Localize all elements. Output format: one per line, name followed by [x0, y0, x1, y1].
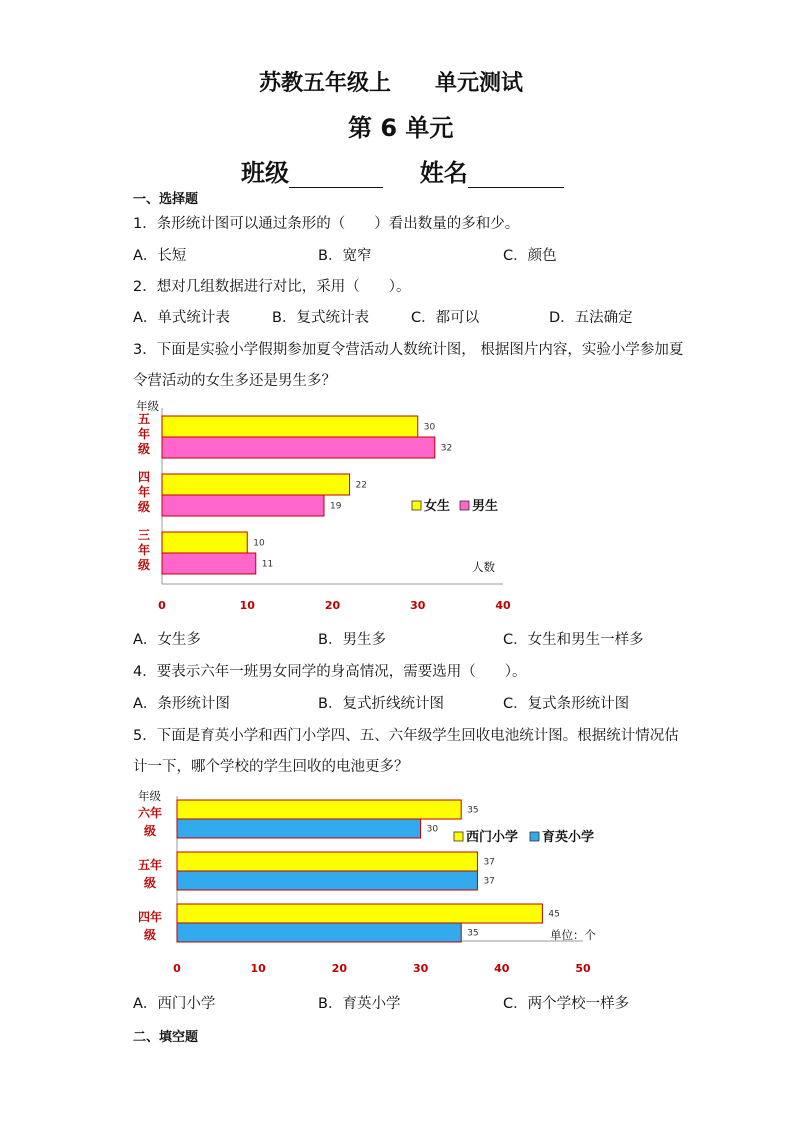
- chart2-legend-label-育英小学: 育英小学: [542, 830, 595, 845]
- chart1-x-tick-label: 0: [158, 599, 166, 612]
- chart1-x-tick-label: 40: [495, 599, 511, 612]
- chart2-legend-swatch-西门小学: [454, 832, 463, 841]
- chart2-category-label-line2: 级: [143, 876, 157, 890]
- q3-option-b[interactable]: B．男生多: [318, 632, 386, 648]
- q3-option-a[interactable]: A．女生多: [133, 632, 201, 648]
- chart2-y-axis-label: 年级: [138, 789, 161, 803]
- chart2-category-label-line2: 级: [143, 928, 157, 942]
- chart1-bar-男生-四年级: [162, 495, 324, 516]
- q5-option-c[interactable]: C．两个学校一样多: [503, 996, 630, 1012]
- chart2-category-label-line1: 五年: [137, 858, 163, 872]
- chart2-x-tick-label: 40: [494, 962, 510, 975]
- chart1-x-tick-label: 20: [324, 599, 341, 612]
- chart1-category-label-char: 三: [137, 528, 151, 542]
- q4-option-c[interactable]: C．复式条形统计图: [503, 696, 630, 712]
- chart2-category-label-line1: 六年: [137, 806, 163, 820]
- q1-option-a[interactable]: A．长短: [133, 248, 187, 264]
- chart1-x-axis-label: 人数: [472, 560, 495, 574]
- chart-battery-recycling: [130, 784, 620, 980]
- chart2-category-label-line1: 四年: [137, 910, 163, 924]
- chart2-bar-育英小学-四年级: [177, 923, 461, 942]
- chart1-bar-男生-五年级: [162, 437, 435, 458]
- q5-option-b[interactable]: B．育英小学: [318, 996, 401, 1012]
- q1-option-b[interactable]: B．宽窄: [318, 248, 372, 264]
- q5-option-a[interactable]: A．西门小学: [133, 996, 216, 1012]
- q2-option-c[interactable]: C．都可以: [411, 310, 480, 326]
- chart1-legend-label-男生: 男生: [472, 499, 499, 514]
- chart1-data-label: 22: [355, 480, 368, 491]
- question-2: 2．想对几组数据进行对比，采用（ ）。: [133, 279, 411, 295]
- chart1-data-label: 11: [261, 559, 274, 570]
- chart2-bar-育英小学-六年级: [177, 819, 421, 838]
- chart1-data-label: 10: [253, 538, 265, 549]
- q2-option-d[interactable]: D．五法确定: [549, 310, 633, 326]
- chart1-bar-女生-三年级: [162, 532, 247, 553]
- chart1-legend-label-女生: 女生: [424, 499, 451, 514]
- chart2-bar-西门小学-四年级: [177, 904, 542, 923]
- q2-option-a[interactable]: A．单式统计表: [133, 310, 230, 326]
- class-name-line: [241, 153, 564, 188]
- q4-option-a[interactable]: A．条形统计图: [133, 696, 230, 712]
- chart1-legend-swatch-女生: [412, 501, 421, 510]
- q3-option-c[interactable]: C．女生和男生一样多: [503, 632, 644, 648]
- class-blank[interactable]: [289, 167, 383, 188]
- chart1-y-axis-label: 年级: [136, 399, 159, 413]
- chart1-category-label-char: 年: [137, 543, 151, 557]
- question-3-line1: 3．下面是实验小学假期参加夏令营活动人数统计图， 根据图片内容，实验小学参加夏: [133, 342, 684, 358]
- question-5-line1: 5．下面是育英小学和西门小学四、五、六年级学生回收电池统计图。根据统计情况估: [133, 728, 679, 744]
- chart2-x-tick-label: 0: [173, 962, 181, 975]
- name-blank[interactable]: [468, 167, 564, 188]
- chart2-legend-label-西门小学: 西门小学: [466, 830, 519, 845]
- chart1-data-label: 32: [440, 443, 453, 454]
- chart2-data-label: 37: [483, 857, 495, 868]
- chart1-category-label-char: 五: [137, 412, 151, 426]
- chart2-bar-育英小学-五年级: [177, 871, 477, 890]
- chart1-category-label-char: 级: [137, 558, 151, 572]
- question-3-line2: 令营活动的女生多还是男生多？: [133, 373, 336, 389]
- chart2-bar-西门小学-六年级: [177, 800, 461, 819]
- chart2-data-label: 35: [467, 805, 479, 816]
- question-5-line2: 计一下，哪个学校的学生回收的电池更多？: [133, 759, 409, 775]
- chart1-legend-swatch-男生: [460, 501, 469, 510]
- chart2-legend-swatch-育英小学: [530, 832, 539, 841]
- chart2-data-label: 37: [483, 876, 495, 887]
- q4-option-b[interactable]: B．复式折线统计图: [318, 696, 444, 712]
- chart2-x-tick-label: 20: [331, 962, 348, 975]
- chart-summer-camp: [130, 396, 530, 616]
- chart1-category-label-char: 四: [137, 470, 151, 484]
- page-title: 苏教五年级上 单元测试: [259, 71, 524, 96]
- chart2-x-tick-label: 30: [412, 962, 429, 975]
- chart1-bar-男生-三年级: [162, 553, 256, 574]
- chart1-category-label-char: 年: [137, 485, 151, 499]
- chart1-x-tick-label: 30: [410, 599, 426, 612]
- q1-option-c[interactable]: C．颜色: [503, 248, 557, 264]
- chart2-data-label: 35: [467, 928, 479, 939]
- chart2-x-tick-label: 50: [575, 962, 591, 975]
- chart2-x-tick-label: 10: [250, 962, 266, 975]
- class-label: 班级: [241, 159, 289, 187]
- q2-option-b[interactable]: B．复式统计表: [272, 310, 369, 326]
- chart2-data-label: 45: [548, 909, 560, 920]
- chart2-category-label-line2: 级: [143, 824, 157, 838]
- chart1-category-label-char: 级: [137, 500, 151, 514]
- question-4: 4．要表示六年一班男女同学的身高情况，需要选用（ ）。: [133, 664, 527, 680]
- chart1-category-label-char: 级: [137, 442, 151, 456]
- question-1: 1．条形统计图可以通过条形的（ ）看出数量的多和少。: [133, 216, 520, 232]
- chart1-data-label: 19: [329, 501, 342, 512]
- chart1-bar-女生-四年级: [162, 474, 350, 495]
- section-2-title: 二、填空题: [133, 1030, 199, 1045]
- chart1-category-label-char: 年: [137, 427, 151, 441]
- chart1-data-label: 30: [423, 422, 436, 433]
- chart2-x-axis-label: 单位：个: [550, 928, 596, 942]
- chart2-bar-西门小学-五年级: [177, 852, 477, 871]
- chart1-bar-女生-五年级: [162, 416, 418, 437]
- unit-title: 第 6 单元: [348, 114, 454, 142]
- chart2-data-label: 30: [426, 824, 439, 835]
- name-label: 姓名: [419, 159, 468, 187]
- chart1-x-tick-label: 10: [239, 599, 255, 612]
- section-1-title: 一、选择题: [133, 192, 199, 207]
